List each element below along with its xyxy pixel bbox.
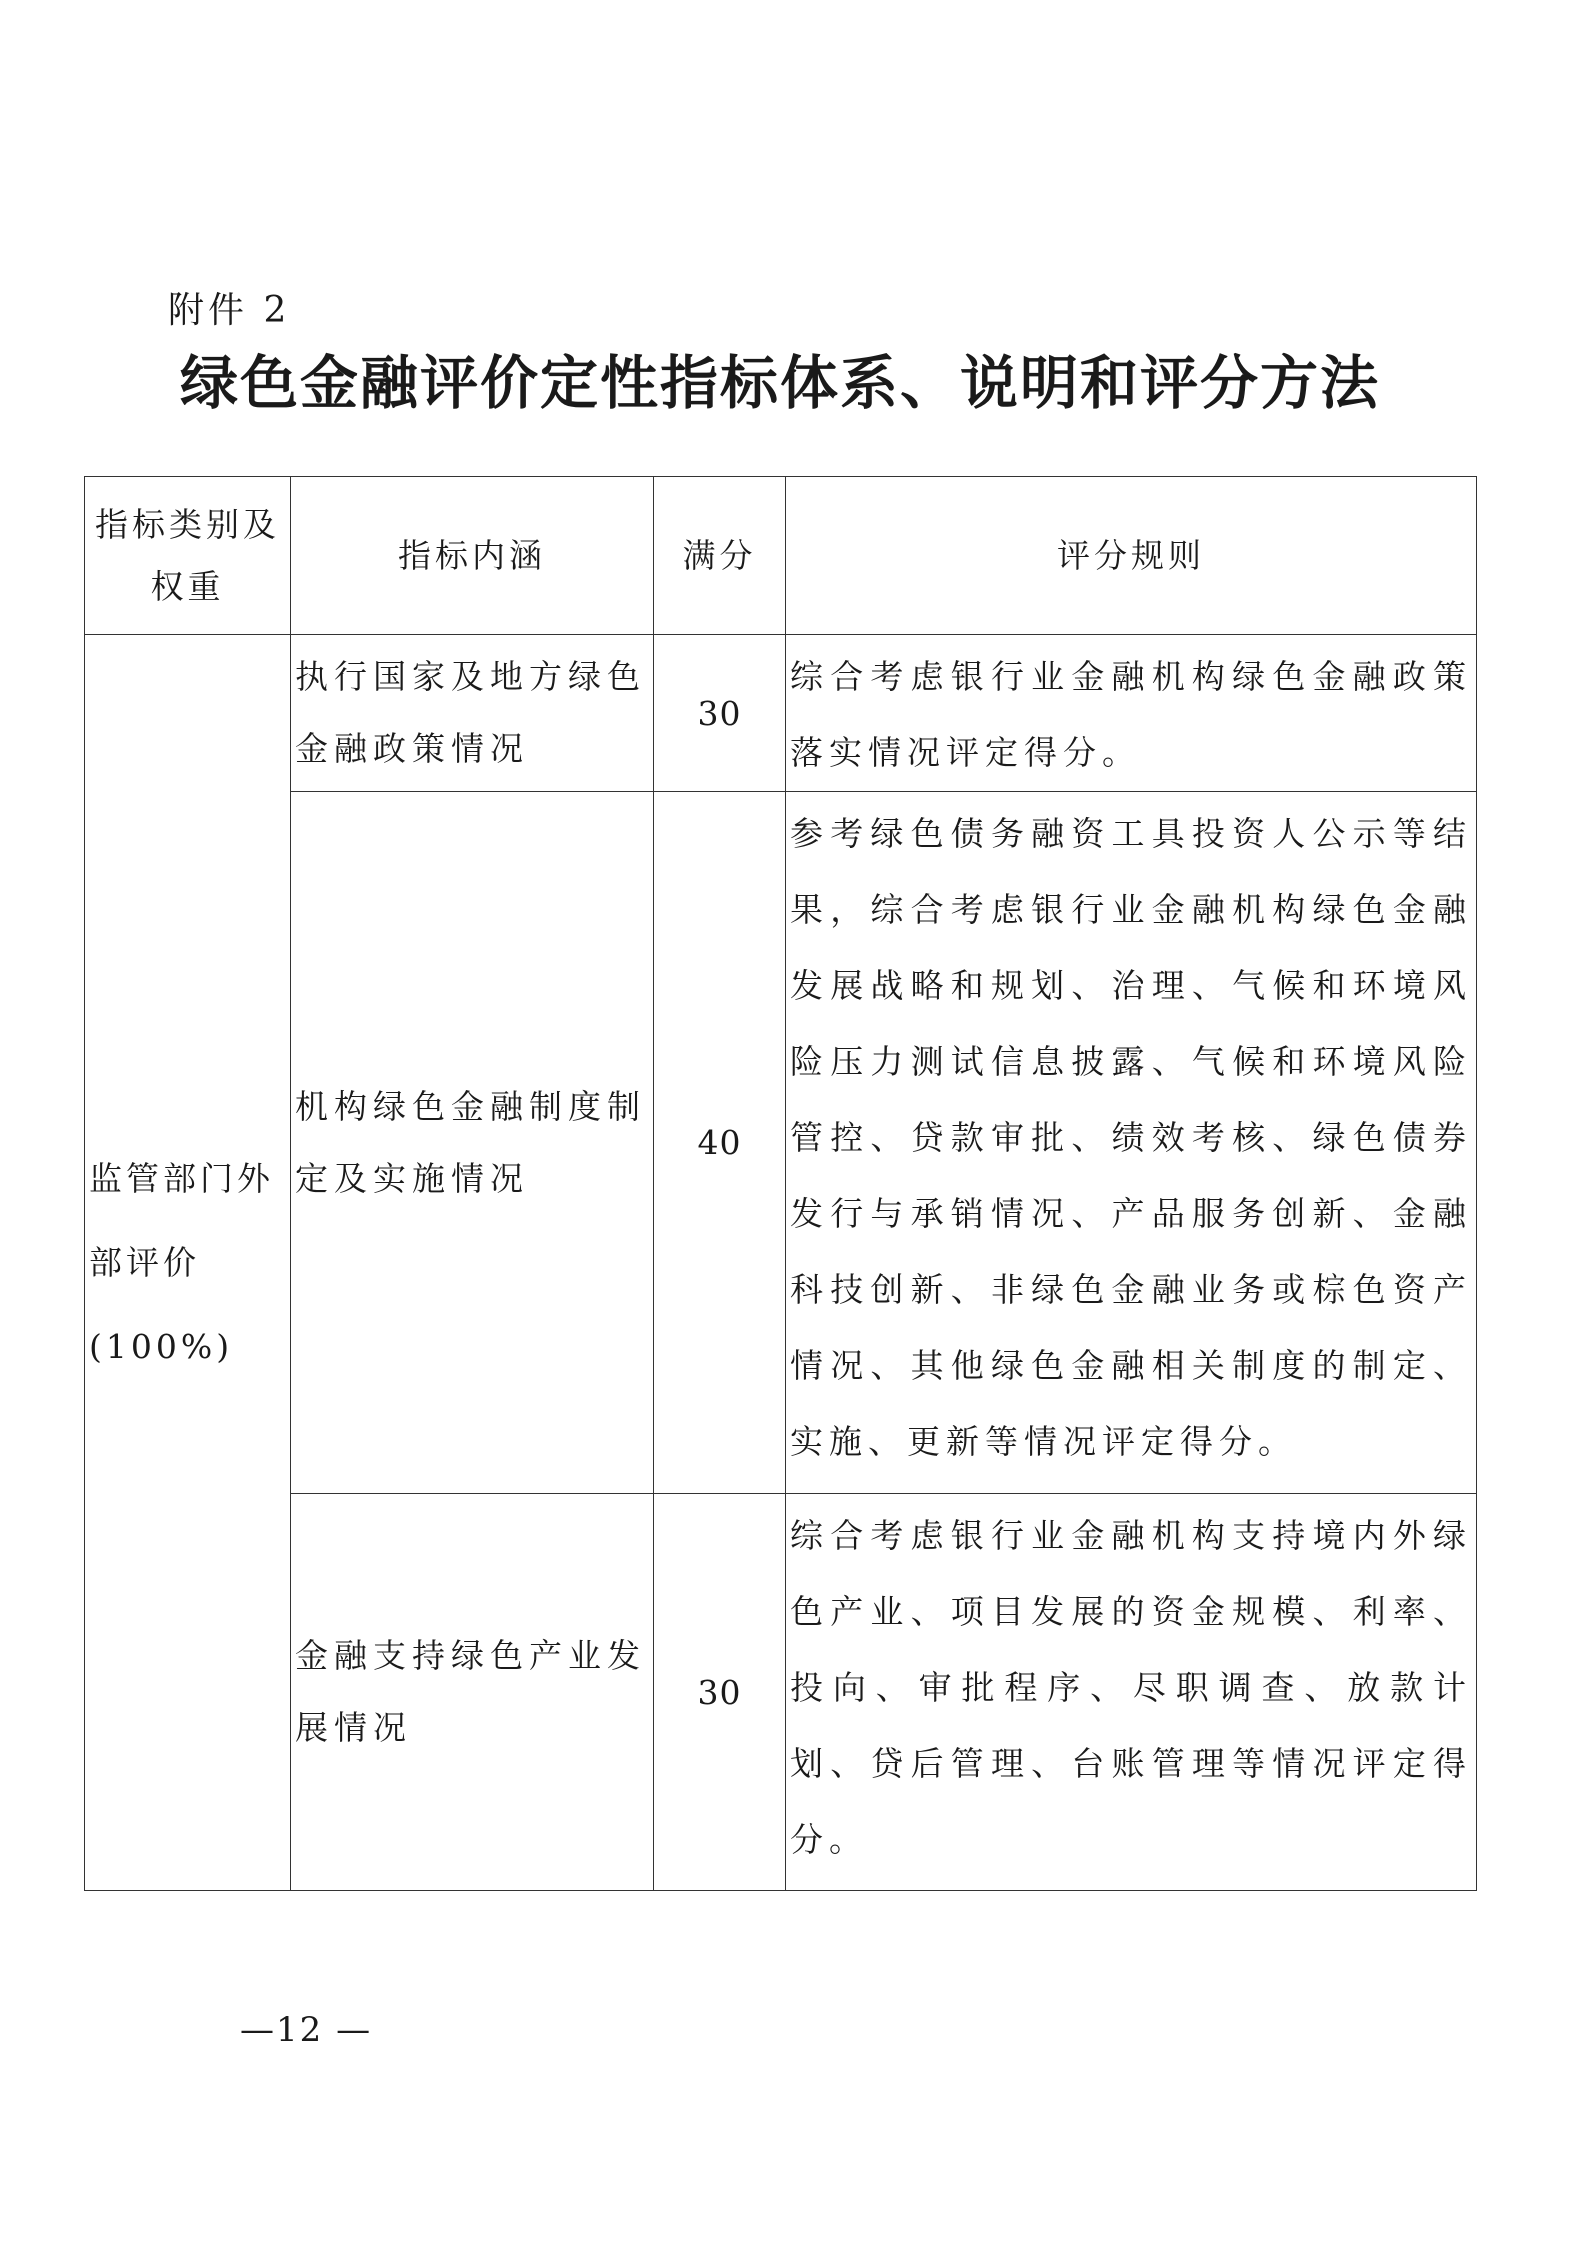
scoring-rule: 参考绿色债务融资工具投资人公示等结果，综合考虑银行业金融机构绿色金融发展战略和规划、治理、气候和环境风险压力测试信息披露、气候和环境风险管控、贷款审批、绩效考核、绿色债券发行与承销情况、产品服务创新、金融科技创新、非绿色金融业务或棕色资产情况、其他绿色金融相关制度的制定、实施、更新等情况评定得分。 — [786, 792, 1477, 1494]
header-score: 满分 — [654, 477, 786, 635]
table-row — [85, 792, 1477, 1494]
indicator-table — [84, 476, 1477, 1891]
indicator-content: 金融支持绿色产业发展情况 — [291, 1494, 654, 1891]
full-score: 30 — [654, 635, 786, 792]
scoring-rule: 综合考虑银行业金融机构绿色金融政策落实情况评定得分。 — [786, 635, 1477, 792]
table-header-row — [85, 477, 1477, 635]
category-cell: 监管部门外部评价(100%) — [85, 635, 291, 1891]
scoring-rule: 综合考虑银行业金融机构支持境内外绿色产业、项目发展的资金规模、利率、投向、审批程序、尽职调查、放款计划、贷后管理、台账管理等情况评定得分。 — [786, 1494, 1477, 1891]
document-title: 绿色金融评价定性指标体系、说明和评分方法 — [180, 349, 1381, 417]
table-row — [85, 635, 1477, 792]
attachment-label: 附件 2 — [168, 290, 291, 331]
full-score: 40 — [654, 792, 786, 1494]
table-row — [85, 1494, 1477, 1891]
header-rule: 评分规则 — [786, 477, 1477, 635]
header-content: 指标内涵 — [291, 477, 654, 635]
indicator-content: 机构绿色金融制度制定及实施情况 — [291, 792, 654, 1494]
full-score: 30 — [654, 1494, 786, 1891]
page-number: —12 — — [240, 2010, 373, 2050]
indicator-content: 执行国家及地方绿色金融政策情况 — [291, 635, 654, 792]
header-category: 指标类别及权重 — [85, 477, 291, 635]
